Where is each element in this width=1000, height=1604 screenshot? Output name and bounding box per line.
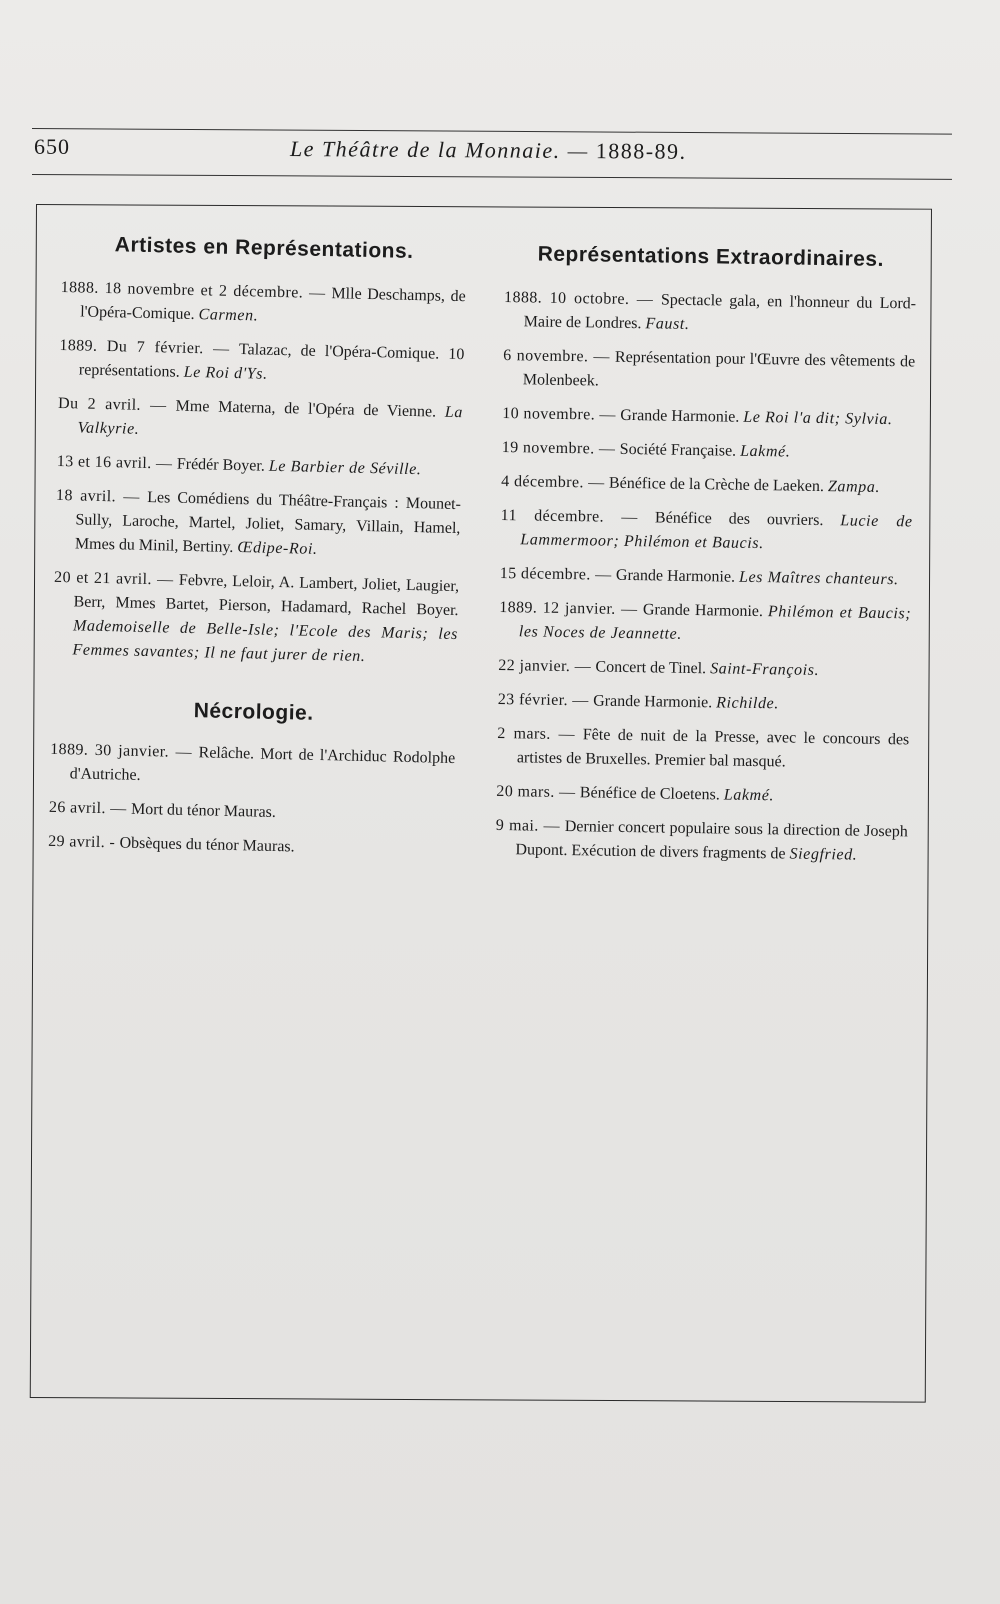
entry-date: 1889. 12 janvier. — (499, 598, 644, 619)
running-title-season: 1888-89. (595, 138, 687, 164)
running-title-dash: — (567, 137, 589, 164)
entry-text: Grande Harmonie. (642, 601, 769, 621)
entry-date: 22 janvier. — (498, 656, 596, 676)
running-title (290, 136, 687, 165)
necrology-section-title: Nécrologie. (193, 699, 314, 725)
header-rule-top (32, 128, 952, 135)
left-column (48, 232, 467, 873)
entry-date: 13 et 16 avril. — (56, 452, 178, 473)
artist-entry (55, 484, 462, 565)
entry-date: 2 mars. — (497, 724, 583, 744)
entry-text: Grande Harmonie. (620, 406, 744, 426)
entry-works: Richilde. (716, 694, 780, 713)
entry-works: Saint-François. (710, 660, 820, 679)
entry-works: Carmen. (198, 306, 259, 325)
entry-text: Grande Harmonie. (615, 566, 740, 586)
event-entry (501, 470, 913, 500)
event-entry (498, 654, 910, 684)
right-column (495, 242, 917, 878)
entry-text: Frédér Boyer. (176, 455, 269, 475)
header-rule-bottom (32, 174, 952, 180)
artist-entry (60, 276, 466, 333)
entry-text: Bénéfice de la Crèche de Laeken. (608, 474, 829, 496)
entry-works: Faust. (645, 315, 690, 333)
entry-date: 9 mai. — (495, 816, 565, 836)
entry-text: Fête de nuit de la Presse, avec le concours des artistes de Bruxelles. Premier bal masqué. (516, 726, 910, 771)
entry-date: 23 février. — (497, 690, 594, 710)
entry-works: Lakmé. (739, 442, 791, 461)
event-entry (499, 596, 912, 650)
event-entry (503, 344, 916, 398)
entry-date: Du 2 avril. — (57, 394, 176, 415)
entry-date: 4 décembre. — (501, 472, 610, 492)
necrology-entry (49, 796, 454, 829)
entry-works: Lucie de Lammermoor; Philémon et Baucis. (520, 512, 913, 553)
event-entry (502, 436, 914, 466)
event-entry (498, 688, 910, 718)
entry-works: Philémon et Baucis; les Noces de Jeannette. (518, 603, 912, 643)
event-entry (497, 722, 910, 776)
entry-works: Lakmé. (723, 786, 775, 805)
entry-date: 11 décembre. — (500, 506, 656, 527)
entry-works: La Valkyrie. (77, 403, 464, 438)
entry-text: Talazac, de l'Opéra-Comique. 10 représentations. (78, 341, 465, 381)
entry-text: Mort du ténor Mauras. (130, 800, 277, 821)
entry-text: Représentation pour l'Œuvre des vêtements de Molenbeek. (522, 348, 916, 390)
entry-text: Mlle Deschamps, de l'Opéra-Comique. (79, 285, 466, 324)
entry-date: 1889. Du 7 février. — (59, 336, 240, 359)
event-entry (504, 286, 917, 340)
entry-date: 1888. 18 novembre et 2 décembre. — (60, 278, 332, 303)
entry-date: 29 avril. - (47, 832, 120, 852)
entry-date: 26 avril. — (48, 798, 132, 818)
event-entry (502, 402, 914, 432)
artists-section-title: Artistes en Représentations. (114, 233, 414, 263)
page-number: 650 (34, 134, 70, 159)
entry-works: Le Barbier de Séville. (268, 457, 422, 479)
entry-works: Les Maîtres chanteurs. (738, 568, 899, 589)
entry-date: 19 novembre. — (501, 438, 620, 458)
entry-date: 20 mars. — (496, 782, 581, 802)
entry-text: Mme Materna, de l'Opéra de Vienne. (175, 397, 446, 421)
artist-entry (52, 566, 459, 671)
entry-text: Grande Harmonie. (593, 692, 717, 712)
entry-date: 10 novembre. — (502, 404, 621, 424)
entry-text: Obsèques du ténor Mauras. (119, 834, 295, 856)
entry-text: Société Française. (619, 440, 741, 460)
entry-text: Bénéfice des ouvriers. (654, 509, 841, 530)
artist-entry (57, 450, 462, 483)
entry-date: 6 novembre. — (503, 346, 616, 366)
artist-entry (59, 334, 465, 391)
entry-date: 1889. 30 janvier. — (50, 740, 199, 762)
entry-works: Zampa. (827, 478, 881, 496)
entry-text: Relâche. Mort de l'Archiduc Rodolphe d'Autriche. (69, 744, 456, 784)
entry-works: Œdipe-Roi. (237, 539, 318, 558)
entry-date: 1888. 10 octobre. — (503, 288, 662, 309)
extraordinary-section-title: Représentations Extraordinaires. (537, 242, 885, 271)
entry-date: 18 avril. — (55, 486, 148, 506)
running-title-text: Le Théâtre de la Monnaie. (289, 136, 561, 163)
entry-works: Le Roi l'a dit; Sylvia. (743, 408, 893, 429)
event-entry (500, 562, 912, 592)
event-entry (495, 814, 908, 868)
entry-date: 20 et 21 avril. — (53, 568, 180, 589)
entry-text: Febvre, Leloir, A. Lambert, Joliet, Laugier, Berr, Mmes Bartet, Pierson, Hadamard, Rachel Boyer. (73, 571, 460, 620)
entry-text: Spectacle gala, en l'honneur du Lord-Maire de Londres. (523, 291, 917, 333)
entry-text: Dernier concert populaire sous la direction de Joseph Dupont. Exécution de divers fragments de (515, 818, 908, 863)
event-entry (496, 780, 908, 810)
necrology-entry (49, 738, 455, 795)
necrology-entry (48, 830, 453, 863)
entry-works: Le Roi d'Ys. (183, 363, 268, 383)
artist-entry (57, 392, 463, 449)
entry-works: Mademoiselle de Belle-Isle; l'Ecole des Maris; les Femmes savantes; Il ne faut jurer de rien. (72, 617, 459, 665)
entry-works: Siegfried. (789, 845, 858, 864)
entry-date: 15 décembre. — (499, 564, 617, 584)
entry-text: Bénéfice de Cloetens. (579, 784, 724, 804)
entry-text: Concert de Tinel. (595, 658, 711, 678)
entry-text: Les Comédiens du Théâtre-Français : Mounet-Sully, Laroche, Martel, Joliet, Samary, Villain, Hamel, Mmes du Minil, Bertiny. (74, 489, 462, 557)
event-entry (500, 504, 913, 558)
